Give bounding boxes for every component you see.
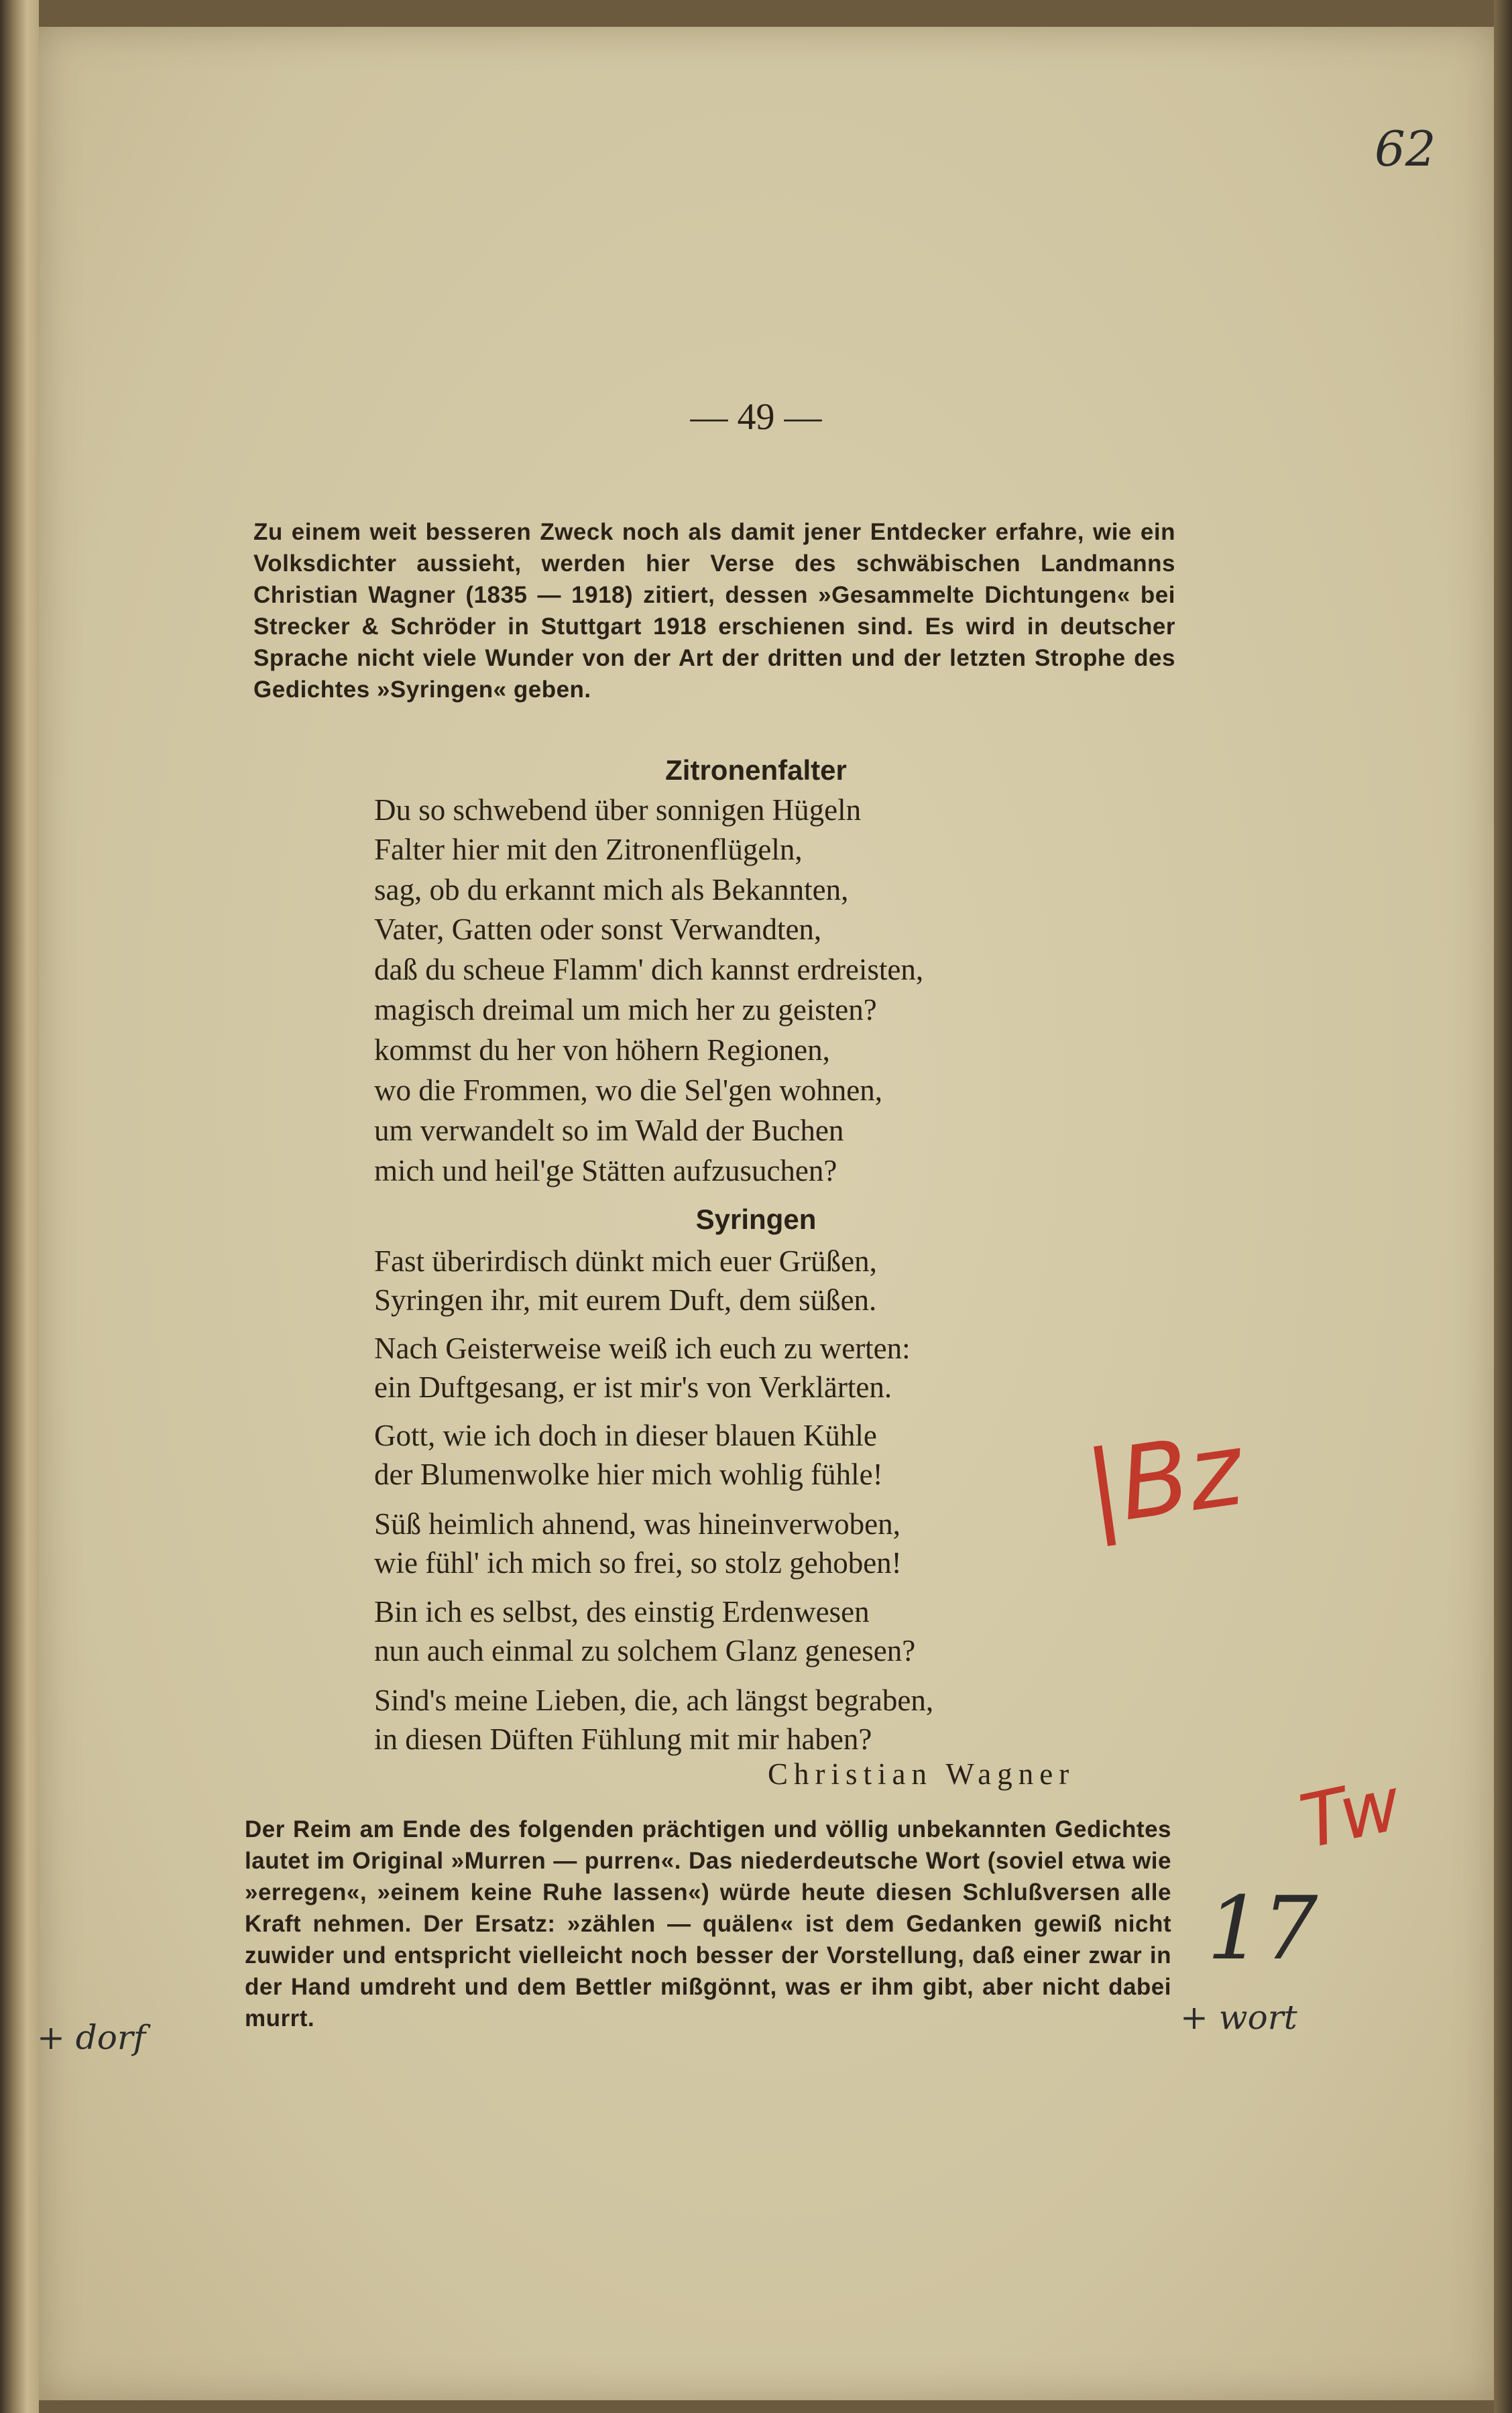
poem-line: um verwandelt so im Wald der Buchen xyxy=(374,1114,844,1147)
poem-line: nun auch einmal zu solchem Glanz genesen? xyxy=(374,1634,916,1667)
poem-title-zitronenfalter: Zitronenfalter xyxy=(665,754,847,786)
page-number: — 49 — xyxy=(690,396,822,438)
folio-number: 62 xyxy=(1375,121,1436,177)
poem-line: kommst du her von höhern Regionen, xyxy=(374,1033,830,1067)
red-pencil-mark: |Bz xyxy=(1079,1411,1250,1549)
author-signature: Christian Wagner xyxy=(768,1757,1075,1791)
poem-line: mich und heil'ge Stätten aufzusuchen? xyxy=(374,1154,837,1187)
poem-line: Bin ich es selbst, des einstig Erdenwesen xyxy=(374,1595,870,1629)
poem-line: Du so schwebend über sonnigen Hügeln xyxy=(374,793,862,827)
poem-line: ein Duftgesang, er ist mir's von Verklärten. xyxy=(374,1370,892,1404)
pencil-note-left: + dorf xyxy=(37,2018,146,2057)
pencil-number: 17 xyxy=(1207,1877,1318,1979)
poem-line: Vater, Gatten oder sonst Verwandten, xyxy=(374,913,822,946)
poem-line: sag, ob du erkannt mich als Bekannten, xyxy=(374,873,849,906)
poem-line: daß du scheue Flamm' dich kannst erdreisten, xyxy=(374,953,924,986)
intro-paragraph: Zu einem weit besseren Zweck noch als damit jener Entdecker erfahre, wie ein Volksdichter aussieht, werden hier Verse des schwäbischen Landmanns Christian Wagner (1835 — 1918) zitiert, dessen »Gesammelte Dichtungen« bei Strecker & Schröder in Stuttgart 1918 erschienen sind. Es wird in deutscher Sprache nicht viele Wunder von der Art der dritten und der letzten Strophe des Gedichtes »Syringen« geben. xyxy=(253,519,1175,703)
poem-line: wie fühl' ich mich so frei, so stolz gehoben! xyxy=(374,1546,902,1580)
poem-line: der Blumenwolke hier mich wohlig fühle! xyxy=(374,1458,883,1491)
footnote-paragraph: Der Reim am Ende des folgenden prächtigen und völlig unbekannten Gedichtes lautet im Original »Murren — purren«. Das niederdeutsche Wort (soviel etwa wie »erregen«, »einem keine Ruhe lassen«) würde heute diesen Schlußversen alle Kraft nehmen. Der Ersatz: »zählen — quälen« ist dem Gedanken gewiß nicht zuwider und entspricht vielleicht noch besser der Vorstellung, daß einer zwar in der Hand umdreht und dem Bettler mißgönnt, was er ihm gibt, aber nicht dabei murrt. xyxy=(245,1816,1171,2032)
poem-line: Syringen ihr, mit eurem Duft, dem süßen. xyxy=(374,1283,877,1317)
poem-line: Nach Geisterweise weiß ich euch zu werten: xyxy=(374,1332,911,1365)
poem-line: Sind's meine Lieben, die, ach längst begraben, xyxy=(374,1684,934,1717)
poem-line: Süß heimlich ahnend, was hineinverwoben, xyxy=(374,1507,900,1541)
pencil-note-right: + wort xyxy=(1180,1998,1297,2037)
poem-line: in diesen Düften Fühlung mit mir haben? xyxy=(374,1722,872,1756)
red-pencil-mark: Tw xyxy=(1293,1760,1408,1866)
poem-title-syringen: Syringen xyxy=(695,1203,817,1235)
poem-line: Gott, wie ich doch in dieser blauen Kühle xyxy=(374,1419,877,1452)
poem-line: wo die Frommen, wo die Sel'gen wohnen, xyxy=(374,1073,882,1107)
poem-line: magisch dreimal um mich her zu geisten? xyxy=(374,993,877,1026)
poem-line: Falter hier mit den Zitronenflügeln, xyxy=(374,833,803,866)
poem-line: Fast überirdisch dünkt mich euer Grüßen, xyxy=(374,1244,877,1278)
